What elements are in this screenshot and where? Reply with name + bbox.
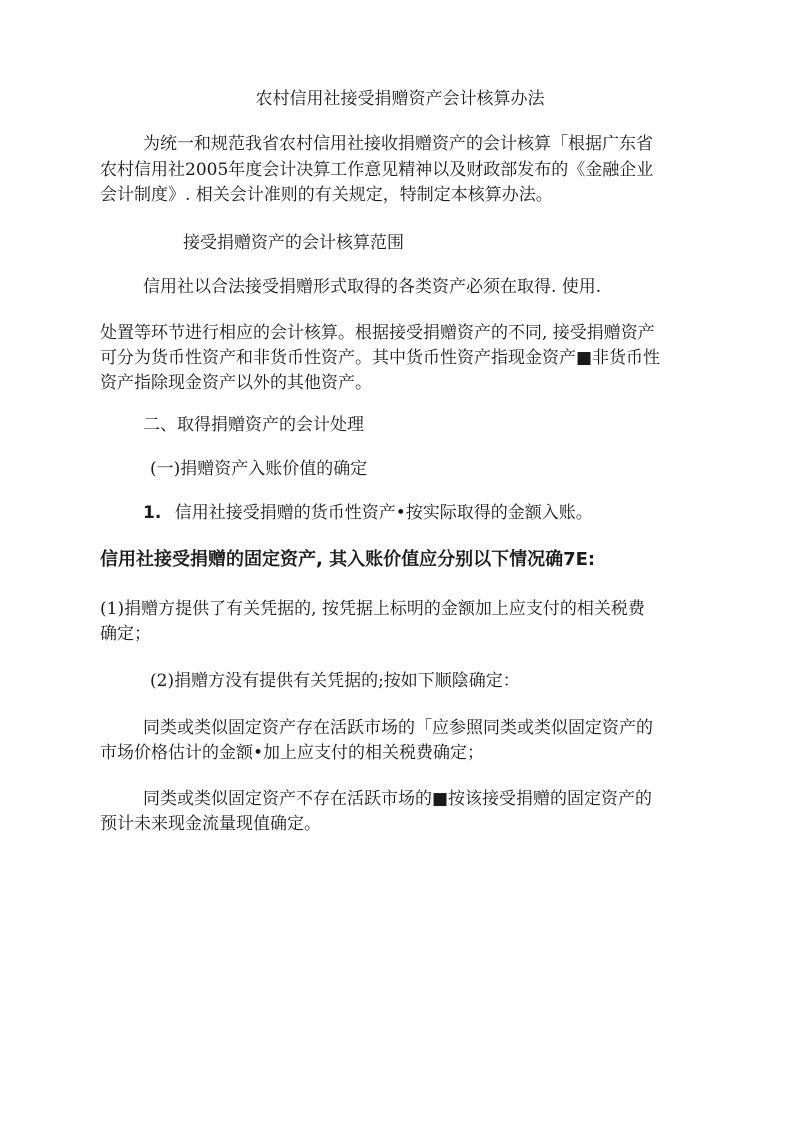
- item1-number: 1.: [143, 503, 162, 523]
- section1-paragraph-1: 信用社以合法接受捐赠形式取得的各类资产必须在取得. 使用.: [143, 277, 602, 297]
- item2-heading: 信用社接受捐赠的固定资产, 其入账价值应分别以下情况确7E:: [100, 549, 596, 570]
- item2a-line-2: 确定；: [100, 624, 151, 644]
- section1-paragraph-2-line-3: 资产指除现金资产以外的其他资产。: [100, 373, 372, 393]
- item2b: (2)捐赠方没有提供有关凭据的;按如下顺陰确定：: [150, 671, 520, 691]
- item2b-paragraph-1-line-2: 市场价格估计的金额•加上应支付的相关税费确定；: [100, 743, 485, 763]
- section1-paragraph-2-line-2: 可分为货币性资产和非货币性资产。其中货币性资产指现金资产■非货币性: [100, 348, 661, 368]
- item2b-paragraph-1-line-1: 同类或类似固定资产存在活跃市场的「应参照同类或类似固定资产的: [143, 718, 653, 738]
- item2b-paragraph-2-line-1: 同类或类似固定资产不存在活跃市场的■按该接受捐赠的固定资产的: [143, 789, 653, 809]
- intro-line-2: 农村信用社2005年度会计决算工作意见精神以及财政部发布的《金融企业: [100, 160, 654, 180]
- subsection-heading: (一)捐赠资产入账价值的确定: [150, 459, 368, 479]
- section1-paragraph-2-line-1: 处置等环节进行相应的会计核算。根据接受捐赠资产的不同, 接受捐赠资产: [100, 323, 655, 343]
- section2-heading: 二、取得捐赠资产的会计处理: [143, 415, 364, 435]
- intro-line-1: 为统一和规范我省农村信用社接收捐赠资产的会计核算「根据广东省: [143, 134, 653, 154]
- item2a-line-1: (1)捐赠方提供了有关凭据的, 按凭据上标明的金额加上应支付的相关税费: [100, 599, 645, 619]
- item1-text: 信用社接受捐赠的货币性资产•按实际取得的金额入账。: [174, 503, 593, 523]
- intro-line-3: 会计制度》. 相关会计准则的有关规定，特制定本核算办法。: [100, 185, 553, 205]
- page-title: 农村信用社接受捐赠资产会计核算办法: [255, 89, 545, 109]
- item2b-paragraph-2-line-2: 预计未来现金流量现值确定。: [100, 814, 321, 834]
- section1-heading: 接受捐赠资产的会计核算范围: [183, 233, 404, 253]
- item1: [143, 501, 593, 525]
